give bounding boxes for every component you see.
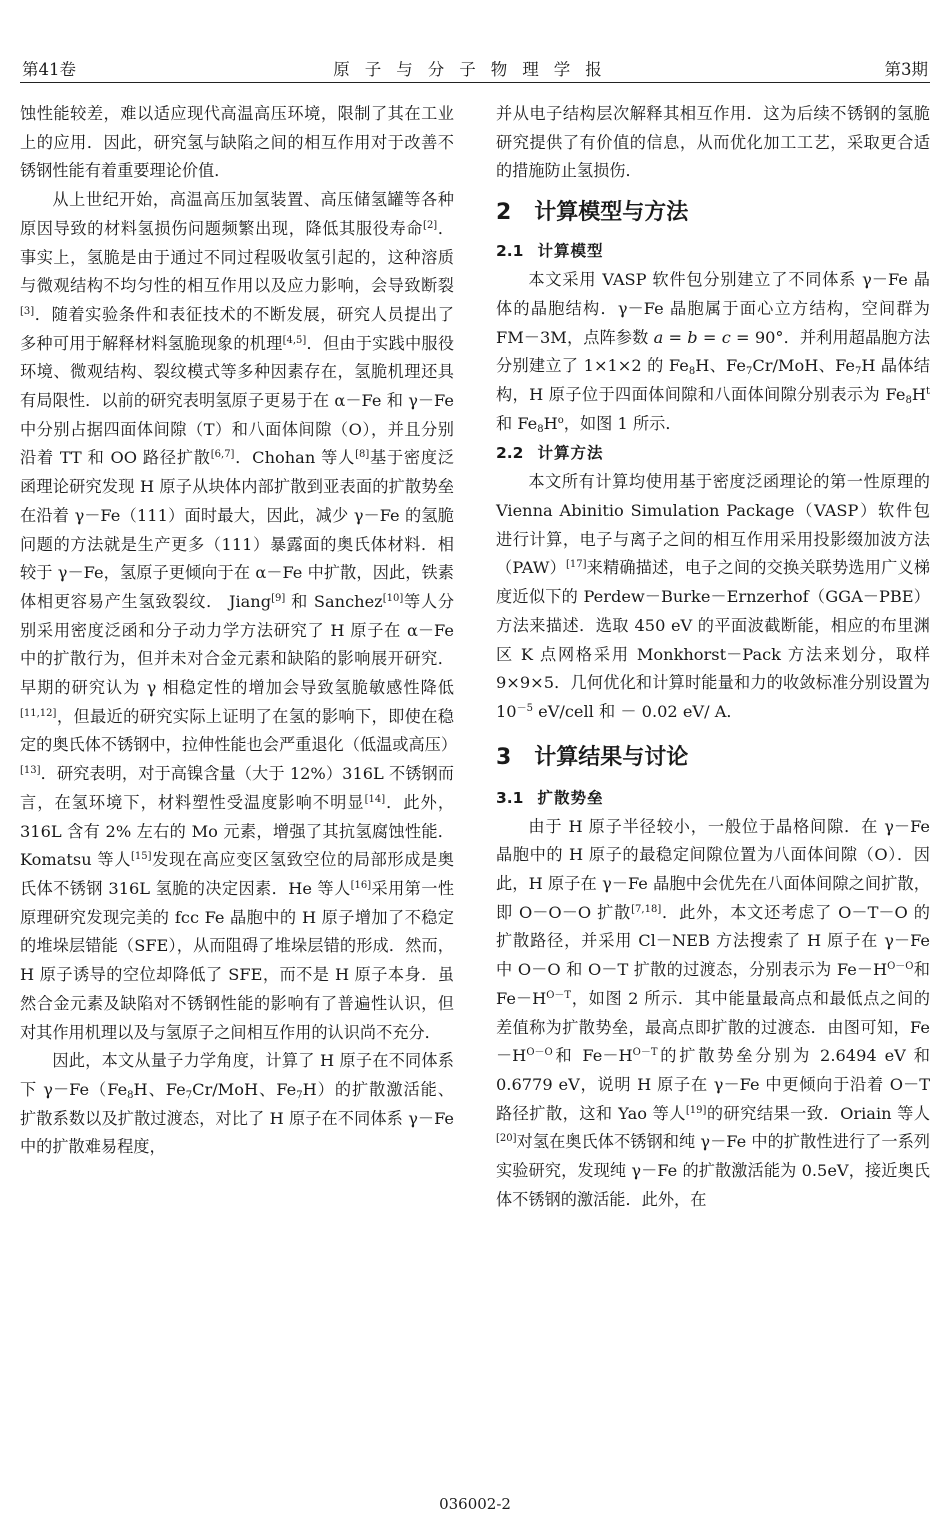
subsection-heading: 3.1 扩散势垒 [496, 788, 604, 807]
left-column [20, 100, 458, 1162]
citation: [13] [20, 765, 41, 777]
citation: [19] [685, 1104, 707, 1116]
citation: [16] [350, 879, 372, 891]
citation: [11,12] [20, 707, 57, 719]
citation: [20] [496, 1133, 517, 1145]
paragraph: 由于 H 原子半径较小，一般位于晶格间隙．在 γ－Fe 晶胞中的 H 原子的最稳定间隙位置为八面体间隙（O）．因此，H 原子在 γ－Fe 晶胞中会优先在八面体间隙之间扩散，即 O－O－O 扩散[7,18]．此外，本文还考虑了 O－T－O 的扩散路径，并采用 Cl－NEB 方法搜索了 H 原子在 γ－Fe 中 O－O 和 O－T 扩散的过渡态，分别表示为 $Fe-H^{O-O}$和 $Fe-H^{O-T}$，如图 2 所示．其中能量最高点和最低点之间的差值称为扩散势垒，最高点即扩散的过渡态．由图可知，$Fe-H^{O-O}$和 $Fe-H^{O-T}$的扩散势垒分别为 2.6494 eV 和 0.6779 eV，说明 H 原子在 γ－Fe 中更倾向于沿着 O－T 路径扩散，这和 Yao 等人[19]的研究结果一致．Oriain 等人[20]对氢在奥氏体不锈钢和纯 γ－Fe 中的扩散性进行了一系列实验研究，发现纯 γ－Fe 的扩散激活能为 0.5eV，接近奥氏体不锈钢的激活能．此外，在 [496, 816, 930, 1209]
journal-title: 原子与分子物理学报 [333, 60, 617, 79]
citation: [17] [565, 559, 587, 571]
paragraph: 蚀性能较差，难以适应现代高温高压环境，限制了其在工业上的应用．因此，研究氢与缺陷之间的相互作用对于改善不锈钢性能有着重要理论价值． [20, 104, 454, 181]
page-number: 036002-2 [439, 1495, 511, 1513]
citation: [3] [20, 305, 35, 317]
citation: [7,18] [631, 903, 662, 915]
subsection-heading: 2.1 计算模型 [496, 242, 604, 261]
subsection-heading: 2.2 计算方法 [496, 444, 604, 463]
citation: [4,5] [282, 334, 307, 346]
right-column [496, 100, 930, 1215]
paragraph: 因此，本文从量子力学角度，计算了 H 原子在不同体系下 $\gamma-Fe(Fe_8H$、$Fe_7Cr$/MoH、$Fe_7H$）的扩散激活能、扩散系数以及扩散过渡态，对比了 H 原子在不同体系 γ－Fe 中的扩散难易程度， [20, 1051, 454, 1157]
issue-label: 第3期 [884, 60, 928, 79]
volume-label: 第41卷 [22, 60, 76, 79]
citation: [8] [355, 449, 370, 461]
section-heading: 2 计算模型与方法 [496, 200, 689, 226]
citation: [10] [382, 592, 404, 604]
paragraph: 并从电子结构层次解释其相互作用．这为后续不锈钢的氢脆研究提供了有价值的信息，从而优化加工工艺，采取更合适的措施防止氢损伤． [496, 104, 930, 181]
paragraph: 从上世纪开始，高温高压加氢装置、高压储氢罐等各种原因导致的材料氢损伤问题频繁出现，降低其服役寿命[2]．事实上，氢脆是由于通过不同过程吸收氢引起的，这种溶质与微观结构不均匀性的相互作用以及应力影响，会导致断裂[3]．随着实验条件和表征技术的不断发展，研究人员提出了多种可用于解释材料氢脆现象的机理[4,5]．但由于实践中服役环境、微观结构、裂纹模式等多种因素存在，氢脆机理还具有局限性．以前的研究表明氢原子更易于在 α－Fe 和 γ－Fe 中分别占据四面体间隙（T）和八面体间隙（O），并且分别沿着 TT 和 OO 路径扩散[6,7]．Chohan 等人[8]基于密度泛函理论研究发现 H 原子从块体内部扩散到亚表面的扩散势垒在沿着 γ－Fe（111）面时最大，因此，减少 γ－Fe 的氢脆问题的方法就是生产更多（111）暴露面的奥氏体材料．相较于 γ－Fe，氢原子更倾向于在 α－Fe 中扩散，因此，铁素体相更容易产生氢致裂纹． Jiang[9] 和 Sanchez[10]等人分别采用密度泛函和分子动力学方法研究了 H 原子在 α－Fe 中的扩散行为，但并未对合金元素和缺陷的影响展开研究．早期的研究认为 γ 相稳定性的增加会导致氢脆敏感性降低[11,12]，但最近的研究实际上证明了在氢的影响下，即使在稳定的奥氏体不锈钢中，拉伸性能也会严重退化（低温或高压）[13]．研究表明，对于高镍含量（大于 12%）316L 不锈钢而言，在氢环境下，材料塑性受温度影响不明显[14]．此外，316L 含有 2% 左右的 Mo 元素，增强了其抗氢腐蚀性能．Komatsu 等人[15]发现在高应变区氢致空位的局部形成是奥氏体不锈钢 316L 氢脆的决定因素．He 等人[16]采用第一性原理研究发现完美的 fcc Fe 晶胞中的 H 原子增加了不稳定的堆垛层错能（SFE），从而阻碍了堆垛层错的形成．然而，H 原子诱导的空位却降低了 SFE，而不是 H 原子本身．虽然合金元素及缺陷对不锈钢性能的影响有了普遍性认识，但对其作用机理以及与氢原子之间相互作用的认识尚不充分． [20, 190, 458, 1042]
paragraph: 本文所有计算均使用基于密度泛函理论的第一性原理的 Vienna Abinitio Simulation Package（VASP）软件包进行计算，电子与离子之间的相互作用采用投影缀加波方法（PAW）[17]来精确描述，电子之间的交换关联势选用广义梯度近似下的 Perdew－Burke－Ernzerhof（GGA－PBE）方法来描述．选取 450 eV 的平面波截断能，相应的布里渊区 K 点网格采用 Monkhorst－Pack 方法来划分，取样 9×9×5．几何优化和计算时能量和力的收敛标准分别设置为 $10^{-5}$ eV/cell 和 － 0.02 eV/ A． [496, 472, 931, 721]
section-heading: 3 计算结果与讨论 [496, 744, 689, 770]
paragraph: 本文采用 VASP 软件包分别建立了不同体系 γ－Fe 晶体的晶胞结构．γ－Fe 晶胞属于面心立方结构，空间群为 FM－3M，点阵参数 a = b = c = 90°．并利用超晶胞方法分别建立了 1×1×2 的 $Fe_8H$、$Fe_7Cr$/MoH、$Fe_7H$ 晶体结构，H 原子位于四面体间隙和八面体间隙分别表示为 $Fe_8H^t$和 $Fe_8H^o$，如图 1 所示． [496, 270, 931, 435]
citation: [15] [131, 851, 152, 863]
running-header [20, 52, 930, 83]
citation: [2] [423, 219, 438, 231]
citation: [14] [364, 793, 386, 805]
citation: [9] [271, 592, 286, 604]
citation: [6,7] [210, 449, 235, 461]
